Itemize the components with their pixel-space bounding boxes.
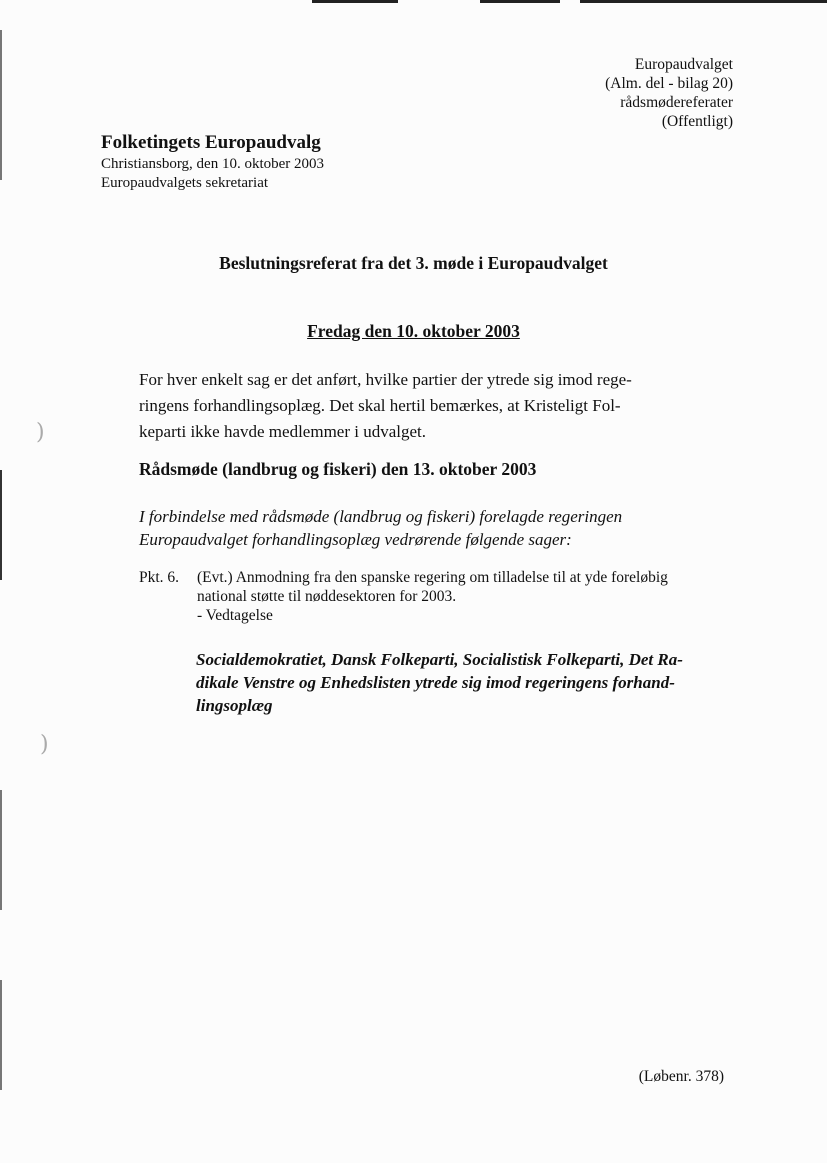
serial-number: (Løbenr. 378): [638, 1068, 724, 1085]
item-body: [197, 568, 737, 625]
lead-line: Europaudvalget forhandlingsoplæg vedrørende følgende sager:: [139, 530, 572, 549]
scan-edge: [0, 30, 2, 180]
item-line: (Evt.) Anmodning fra den spanske regering om tilladelse til at yde foreløbig: [197, 569, 668, 586]
place-date: Christiansborg, den 10. oktober 2003: [101, 156, 325, 172]
punch-hole-mark: ): [40, 732, 49, 757]
item-number: Pkt. 6.: [139, 569, 180, 586]
intro-paragraph: [139, 367, 699, 445]
meeting-date: Fredag den 10. oktober 2003: [307, 321, 520, 341]
punch-hole-mark: ): [36, 420, 45, 445]
scan-artifact: [580, 0, 827, 3]
scan-edge: [0, 470, 2, 580]
intro-line: For hver enkelt sag er det anført, hvilke partier der ytrede sig imod rege-: [139, 370, 632, 389]
reference-line: (Offentligt): [661, 113, 733, 130]
scan-edge: [0, 790, 2, 910]
intro-line: keparti ikke havde medlemmer i udvalget.: [139, 422, 427, 441]
lead-line: I forbindelse med rådsmøde (landbrug og fiskeri) forelagde regeringen: [139, 507, 623, 526]
reference-line: (Alm. del - bilag 20): [605, 75, 733, 92]
intro-line: ringens forhandlingsoplæg. Det skal hertil bemærkes, at Kristeligt Fol-: [139, 396, 621, 415]
sender-block: [101, 131, 324, 193]
organization-name: Folketingets Europaudvalg: [101, 132, 321, 153]
scan-artifact: [480, 0, 560, 3]
document-title: Beslutningsreferat fra det 3. møde i Europaudvalget: [219, 253, 608, 273]
council-heading: Rådsmøde (landbrug og fiskeri) den 13. oktober 2003: [139, 459, 537, 479]
opposition-line: Socialdemokratiet, Dansk Folkeparti, Socialistisk Folkeparti, Det Ra-: [196, 650, 683, 669]
opposition-line: dikale Venstre og Enhedslisten ytrede sig imod regeringens forhand-: [196, 673, 675, 692]
scan-edge: [0, 980, 2, 1090]
opposition-line: lingsoplæg: [196, 696, 273, 715]
lead-paragraph: [139, 505, 699, 551]
scan-artifact: [312, 0, 398, 3]
reference-line: rådsmødereferater: [620, 94, 733, 111]
document-reference: [605, 55, 733, 131]
secretariat: Europaudvalgets sekretariat: [101, 175, 269, 191]
item-line: - Vedtagelse: [197, 607, 273, 624]
reference-line: Europaudvalget: [634, 56, 733, 73]
item-line: national støtte til nøddesektoren for 2003.: [197, 588, 457, 605]
opposition-statement: [196, 648, 721, 717]
